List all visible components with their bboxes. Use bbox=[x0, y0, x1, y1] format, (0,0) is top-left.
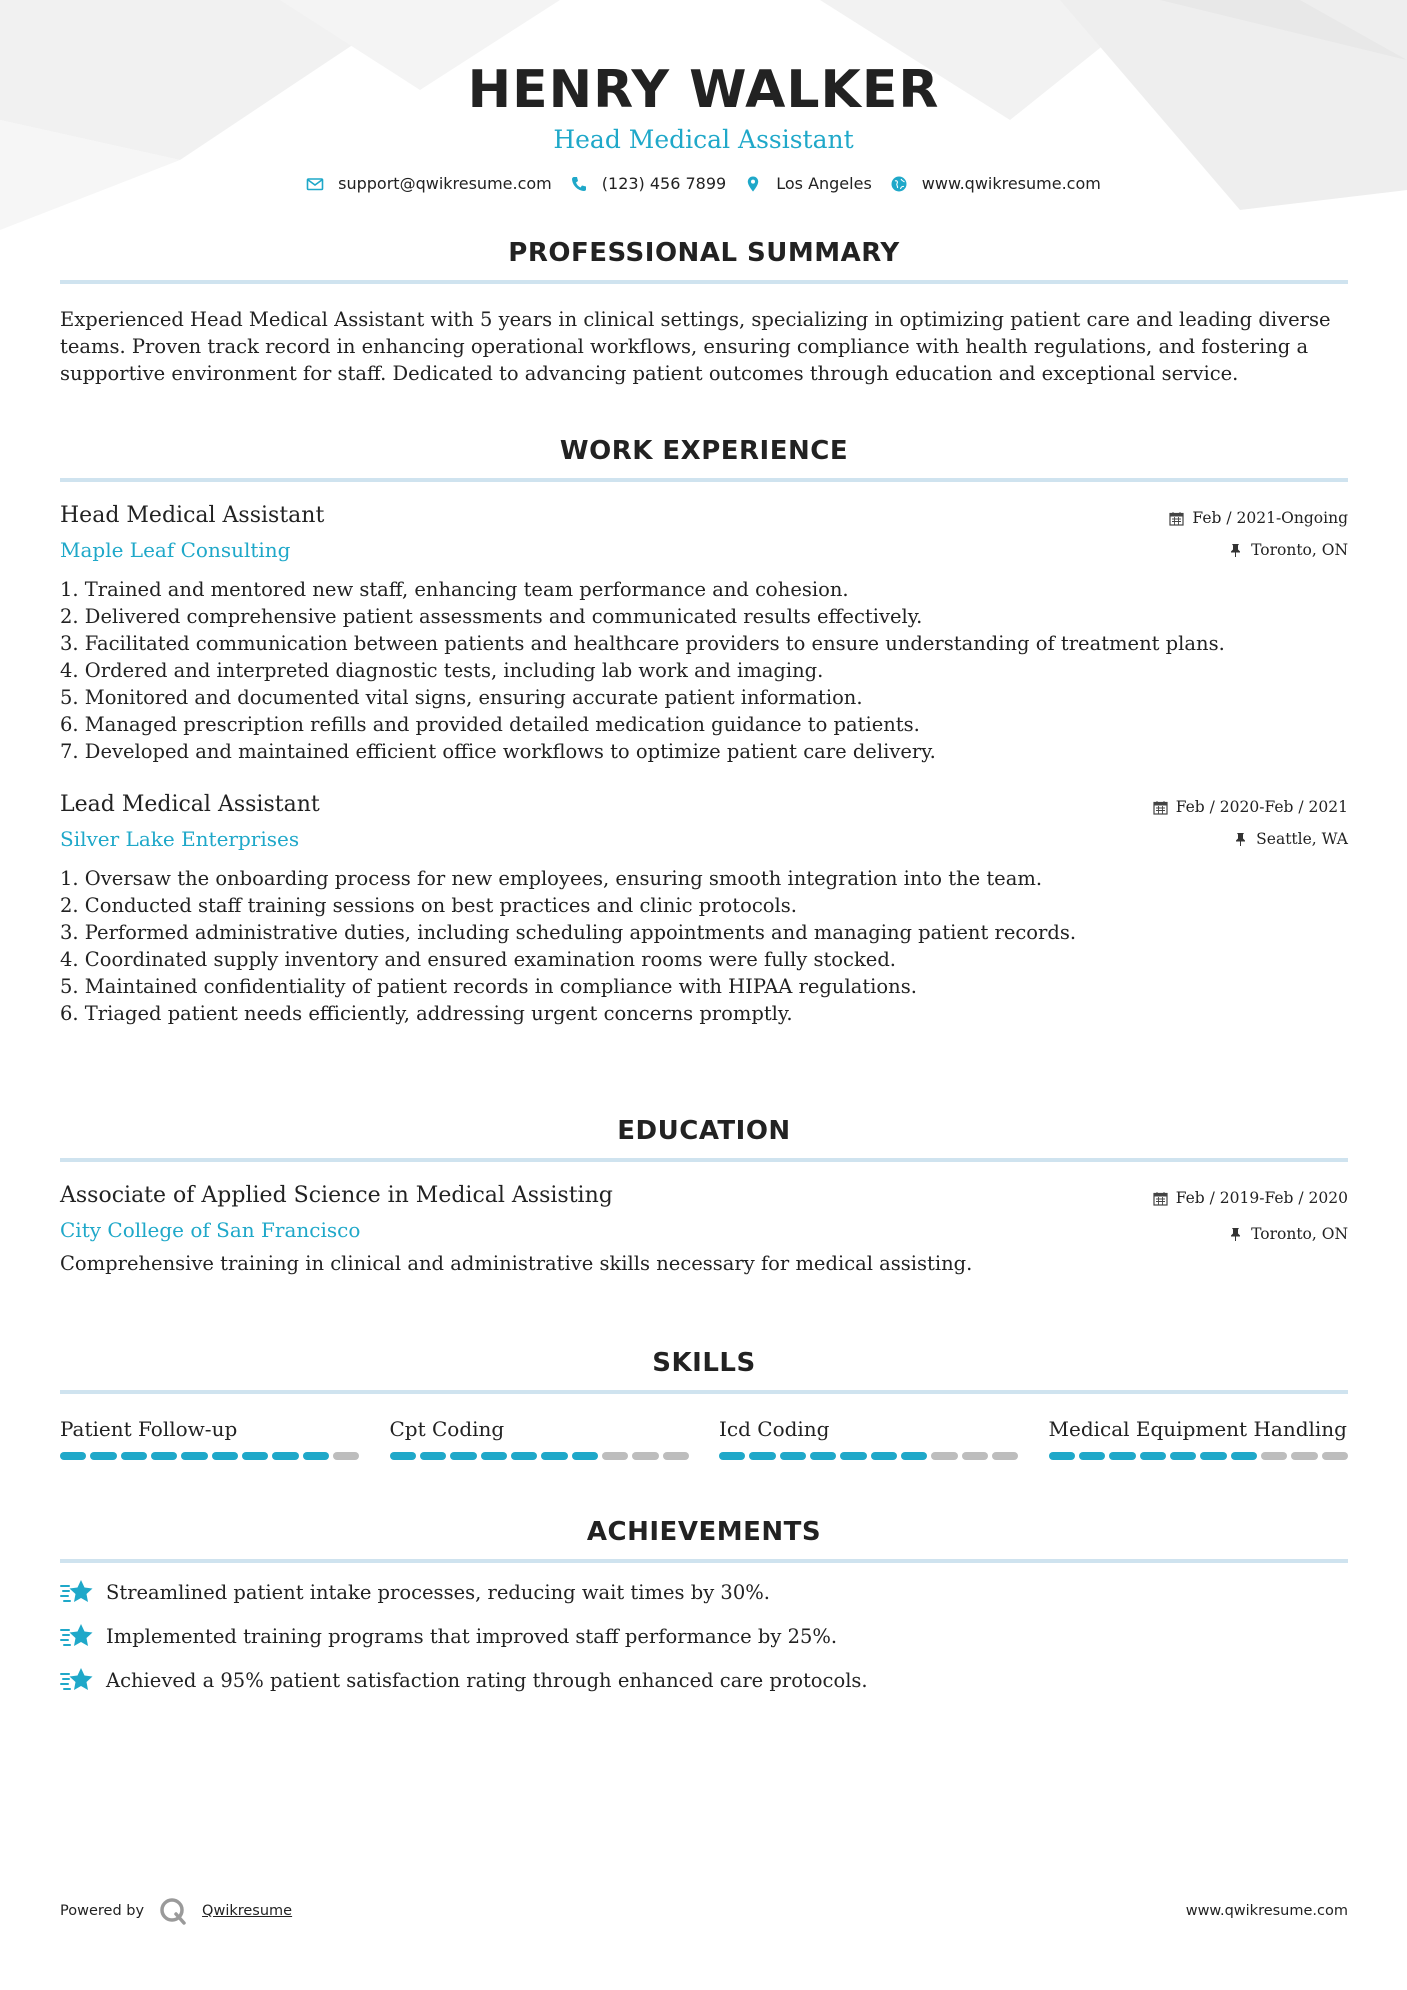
skill-segment-filled bbox=[511, 1452, 537, 1460]
skill-segment-empty bbox=[1322, 1452, 1348, 1460]
list-item: 4. Coordinated supply inventory and ensured examination rooms were fully stocked. bbox=[60, 948, 897, 971]
qwikresume-logo-icon bbox=[158, 1896, 188, 1926]
candidate-name: HENRY WALKER bbox=[467, 60, 940, 120]
job-location: Seattle, WA bbox=[1256, 830, 1348, 848]
skill-segment-filled bbox=[1170, 1452, 1196, 1460]
job-meta bbox=[1153, 791, 1348, 855]
footer-website-link[interactable]: www.qwikresume.com bbox=[1185, 1903, 1348, 1919]
contact-location bbox=[744, 174, 872, 193]
skill-level-bar bbox=[1049, 1452, 1349, 1460]
experience-heading: WORK EXPERIENCE bbox=[60, 436, 1348, 482]
contact-website[interactable] bbox=[890, 174, 1101, 193]
skills-heading: SKILLS bbox=[60, 1348, 1348, 1394]
job-title: Head Medical Assistant bbox=[60, 503, 325, 528]
degree-title: Associate of Applied Science in Medical Assisting bbox=[60, 1183, 613, 1208]
globe-icon bbox=[890, 175, 908, 193]
map-pin-icon bbox=[744, 175, 762, 193]
skill-segment-filled bbox=[420, 1452, 446, 1460]
skill-name: Icd Coding bbox=[719, 1417, 830, 1441]
job-entry bbox=[60, 791, 1348, 1027]
education-location: Toronto, ON bbox=[1251, 1225, 1348, 1243]
education-section bbox=[60, 1116, 1348, 1277]
skill-segment-filled bbox=[151, 1452, 177, 1460]
achievements-section bbox=[60, 1517, 1348, 1695]
summary-text: Experienced Head Medical Assistant with 5 years in clinical settings, specializing in optimizing patient care and leading diverse teams. Proven track record in enhancing operational workflows, ensuring compliance with health regulations, and fostering a supportive environment for staff. Dedicated to advancing patient outcomes through education and exceptional service. bbox=[60, 308, 1331, 385]
list-item: 2. Conducted staff training sessions on best practices and clinic protocols. bbox=[60, 894, 797, 917]
list-item: 1. Oversaw the onboarding process for new employees, ensuring smooth integration into the team. bbox=[60, 867, 1043, 890]
list-item: 3. Facilitated communication between patients and healthcare providers to ensure understanding of treatment plans. bbox=[60, 632, 1225, 655]
footer-branding bbox=[60, 1896, 292, 1926]
skill-item bbox=[60, 1416, 360, 1460]
skill-segment-filled bbox=[719, 1452, 745, 1460]
skill-segment-filled bbox=[810, 1452, 836, 1460]
skill-segment-filled bbox=[272, 1452, 298, 1460]
skill-segment-filled bbox=[1231, 1452, 1257, 1460]
contact-email[interactable] bbox=[306, 174, 552, 193]
phone-icon bbox=[570, 175, 588, 193]
skill-segment-filled bbox=[871, 1452, 897, 1460]
skill-segment-filled bbox=[541, 1452, 567, 1460]
calendar-icon bbox=[1153, 1191, 1168, 1206]
phone-text: (123) 456 7899 bbox=[601, 174, 727, 193]
skills-list bbox=[60, 1416, 1348, 1460]
contact-bar bbox=[0, 174, 1407, 193]
skill-segment-filled bbox=[1049, 1452, 1075, 1460]
list-item: 6. Managed prescription refills and provided detailed medication guidance to patients. bbox=[60, 713, 920, 736]
skill-item bbox=[1049, 1416, 1349, 1460]
job-company: Maple Leaf Consulting bbox=[60, 538, 291, 562]
list-item: 3. Performed administrative duties, including scheduling appointments and managing patient records. bbox=[60, 921, 1077, 944]
powered-by-label: Powered by bbox=[60, 1903, 145, 1919]
job-company: Silver Lake Enterprises bbox=[60, 827, 300, 851]
education-dates: Feb / 2019-Feb / 2020 bbox=[1175, 1189, 1348, 1207]
job-title: Lead Medical Assistant bbox=[60, 792, 320, 817]
website-text: www.qwikresume.com bbox=[921, 174, 1101, 193]
skill-segment-empty bbox=[632, 1452, 658, 1460]
skill-segment-filled bbox=[242, 1452, 268, 1460]
skill-segment-empty bbox=[1261, 1452, 1287, 1460]
education-heading: EDUCATION bbox=[60, 1116, 1348, 1162]
education-meta bbox=[1153, 1182, 1348, 1250]
achievement-text: Achieved a 95% patient satisfaction rating through enhanced care protocols. bbox=[106, 1668, 868, 1692]
experience-section bbox=[60, 436, 1348, 1027]
skill-name: Medical Equipment Handling bbox=[1048, 1417, 1347, 1441]
skill-segment-filled bbox=[90, 1452, 116, 1460]
list-item: 4. Ordered and interpreted diagnostic tests, including lab work and imaging. bbox=[60, 659, 824, 682]
contact-phone[interactable] bbox=[570, 174, 726, 193]
skill-segment-filled bbox=[121, 1452, 147, 1460]
list-item: 5. Monitored and documented vital signs, ensuring accurate patient information. bbox=[60, 686, 863, 709]
pushpin-icon bbox=[1228, 1227, 1243, 1242]
skill-segment-empty bbox=[962, 1452, 988, 1460]
skill-segment-empty bbox=[992, 1452, 1018, 1460]
resume-header bbox=[0, 0, 1407, 193]
achievements-heading: ACHIEVEMENTS bbox=[60, 1517, 1348, 1563]
job-bullets bbox=[60, 865, 1348, 1027]
job-entry bbox=[60, 502, 1348, 765]
job-location: Toronto, ON bbox=[1251, 541, 1348, 559]
brand-link[interactable]: Qwikresume bbox=[202, 1903, 293, 1919]
skill-segment-empty bbox=[333, 1452, 359, 1460]
list-item: 2. Delivered comprehensive patient assessments and communicated results effectively. bbox=[60, 605, 923, 628]
shooting-star-icon bbox=[60, 1577, 94, 1607]
skill-segment-filled bbox=[1079, 1452, 1105, 1460]
education-description: Comprehensive training in clinical and administrative skills necessary for medical assisting. bbox=[60, 1252, 973, 1275]
skill-name: Cpt Coding bbox=[389, 1417, 505, 1441]
job-bullets bbox=[60, 576, 1348, 765]
job-meta bbox=[1169, 502, 1348, 566]
skill-segment-filled bbox=[303, 1452, 329, 1460]
candidate-title: Head Medical Assistant bbox=[553, 125, 854, 154]
calendar-icon bbox=[1153, 800, 1168, 815]
skills-section bbox=[60, 1348, 1348, 1460]
skill-segment-filled bbox=[181, 1452, 207, 1460]
skill-segment-empty bbox=[602, 1452, 628, 1460]
skill-level-bar bbox=[390, 1452, 690, 1460]
footer bbox=[60, 1896, 1348, 1926]
list-item: 5. Maintained confidentiality of patient records in compliance with HIPAA regulations. bbox=[60, 975, 917, 998]
skill-segment-filled bbox=[1109, 1452, 1135, 1460]
list-item: 6. Triaged patient needs efficiently, addressing urgent concerns promptly. bbox=[60, 1002, 793, 1025]
calendar-icon bbox=[1169, 511, 1184, 526]
shooting-star-icon bbox=[60, 1621, 94, 1651]
email-text: support@qwikresume.com bbox=[338, 174, 552, 193]
skill-segment-filled bbox=[450, 1452, 476, 1460]
skill-segment-filled bbox=[749, 1452, 775, 1460]
envelope-icon bbox=[306, 175, 324, 193]
skill-segment-empty bbox=[663, 1452, 689, 1460]
skill-segment-empty bbox=[931, 1452, 957, 1460]
job-dates: Feb / 2020-Feb / 2021 bbox=[1175, 798, 1348, 816]
list-item: 1. Trained and mentored new staff, enhancing team performance and cohesion. bbox=[60, 578, 849, 601]
skill-segment-empty bbox=[1291, 1452, 1317, 1460]
skill-item bbox=[390, 1416, 690, 1460]
skill-segment-filled bbox=[572, 1452, 598, 1460]
list-item: 7. Developed and maintained efficient office workflows to optimize patient care delivery. bbox=[60, 740, 936, 763]
pushpin-icon bbox=[1228, 543, 1243, 558]
achievement-text: Streamlined patient intake processes, reducing wait times by 30%. bbox=[106, 1580, 770, 1604]
summary-heading: PROFESSIONAL SUMMARY bbox=[60, 238, 1348, 284]
skill-segment-filled bbox=[901, 1452, 927, 1460]
achievement-item bbox=[60, 1577, 1348, 1607]
skill-level-bar bbox=[719, 1452, 1019, 1460]
school-name: City College of San Francisco bbox=[60, 1218, 361, 1242]
job-dates: Feb / 2021-Ongoing bbox=[1192, 509, 1348, 527]
skill-segment-filled bbox=[840, 1452, 866, 1460]
skill-item bbox=[719, 1416, 1019, 1460]
pushpin-icon bbox=[1233, 832, 1248, 847]
skill-segment-filled bbox=[390, 1452, 416, 1460]
achievement-item bbox=[60, 1665, 1348, 1695]
summary-section bbox=[60, 238, 1348, 387]
skill-name: Patient Follow-up bbox=[60, 1417, 238, 1441]
skill-segment-filled bbox=[481, 1452, 507, 1460]
education-entry bbox=[60, 1182, 1348, 1277]
skill-level-bar bbox=[60, 1452, 360, 1460]
skill-segment-filled bbox=[1140, 1452, 1166, 1460]
skill-segment-filled bbox=[1200, 1452, 1226, 1460]
skill-segment-filled bbox=[212, 1452, 238, 1460]
achievements-list bbox=[60, 1577, 1348, 1695]
achievement-item bbox=[60, 1621, 1348, 1651]
skill-segment-filled bbox=[780, 1452, 806, 1460]
location-text: Los Angeles bbox=[776, 174, 872, 193]
skill-segment-filled bbox=[60, 1452, 86, 1460]
shooting-star-icon bbox=[60, 1665, 94, 1695]
achievement-text: Implemented training programs that improved staff performance by 25%. bbox=[106, 1624, 838, 1648]
